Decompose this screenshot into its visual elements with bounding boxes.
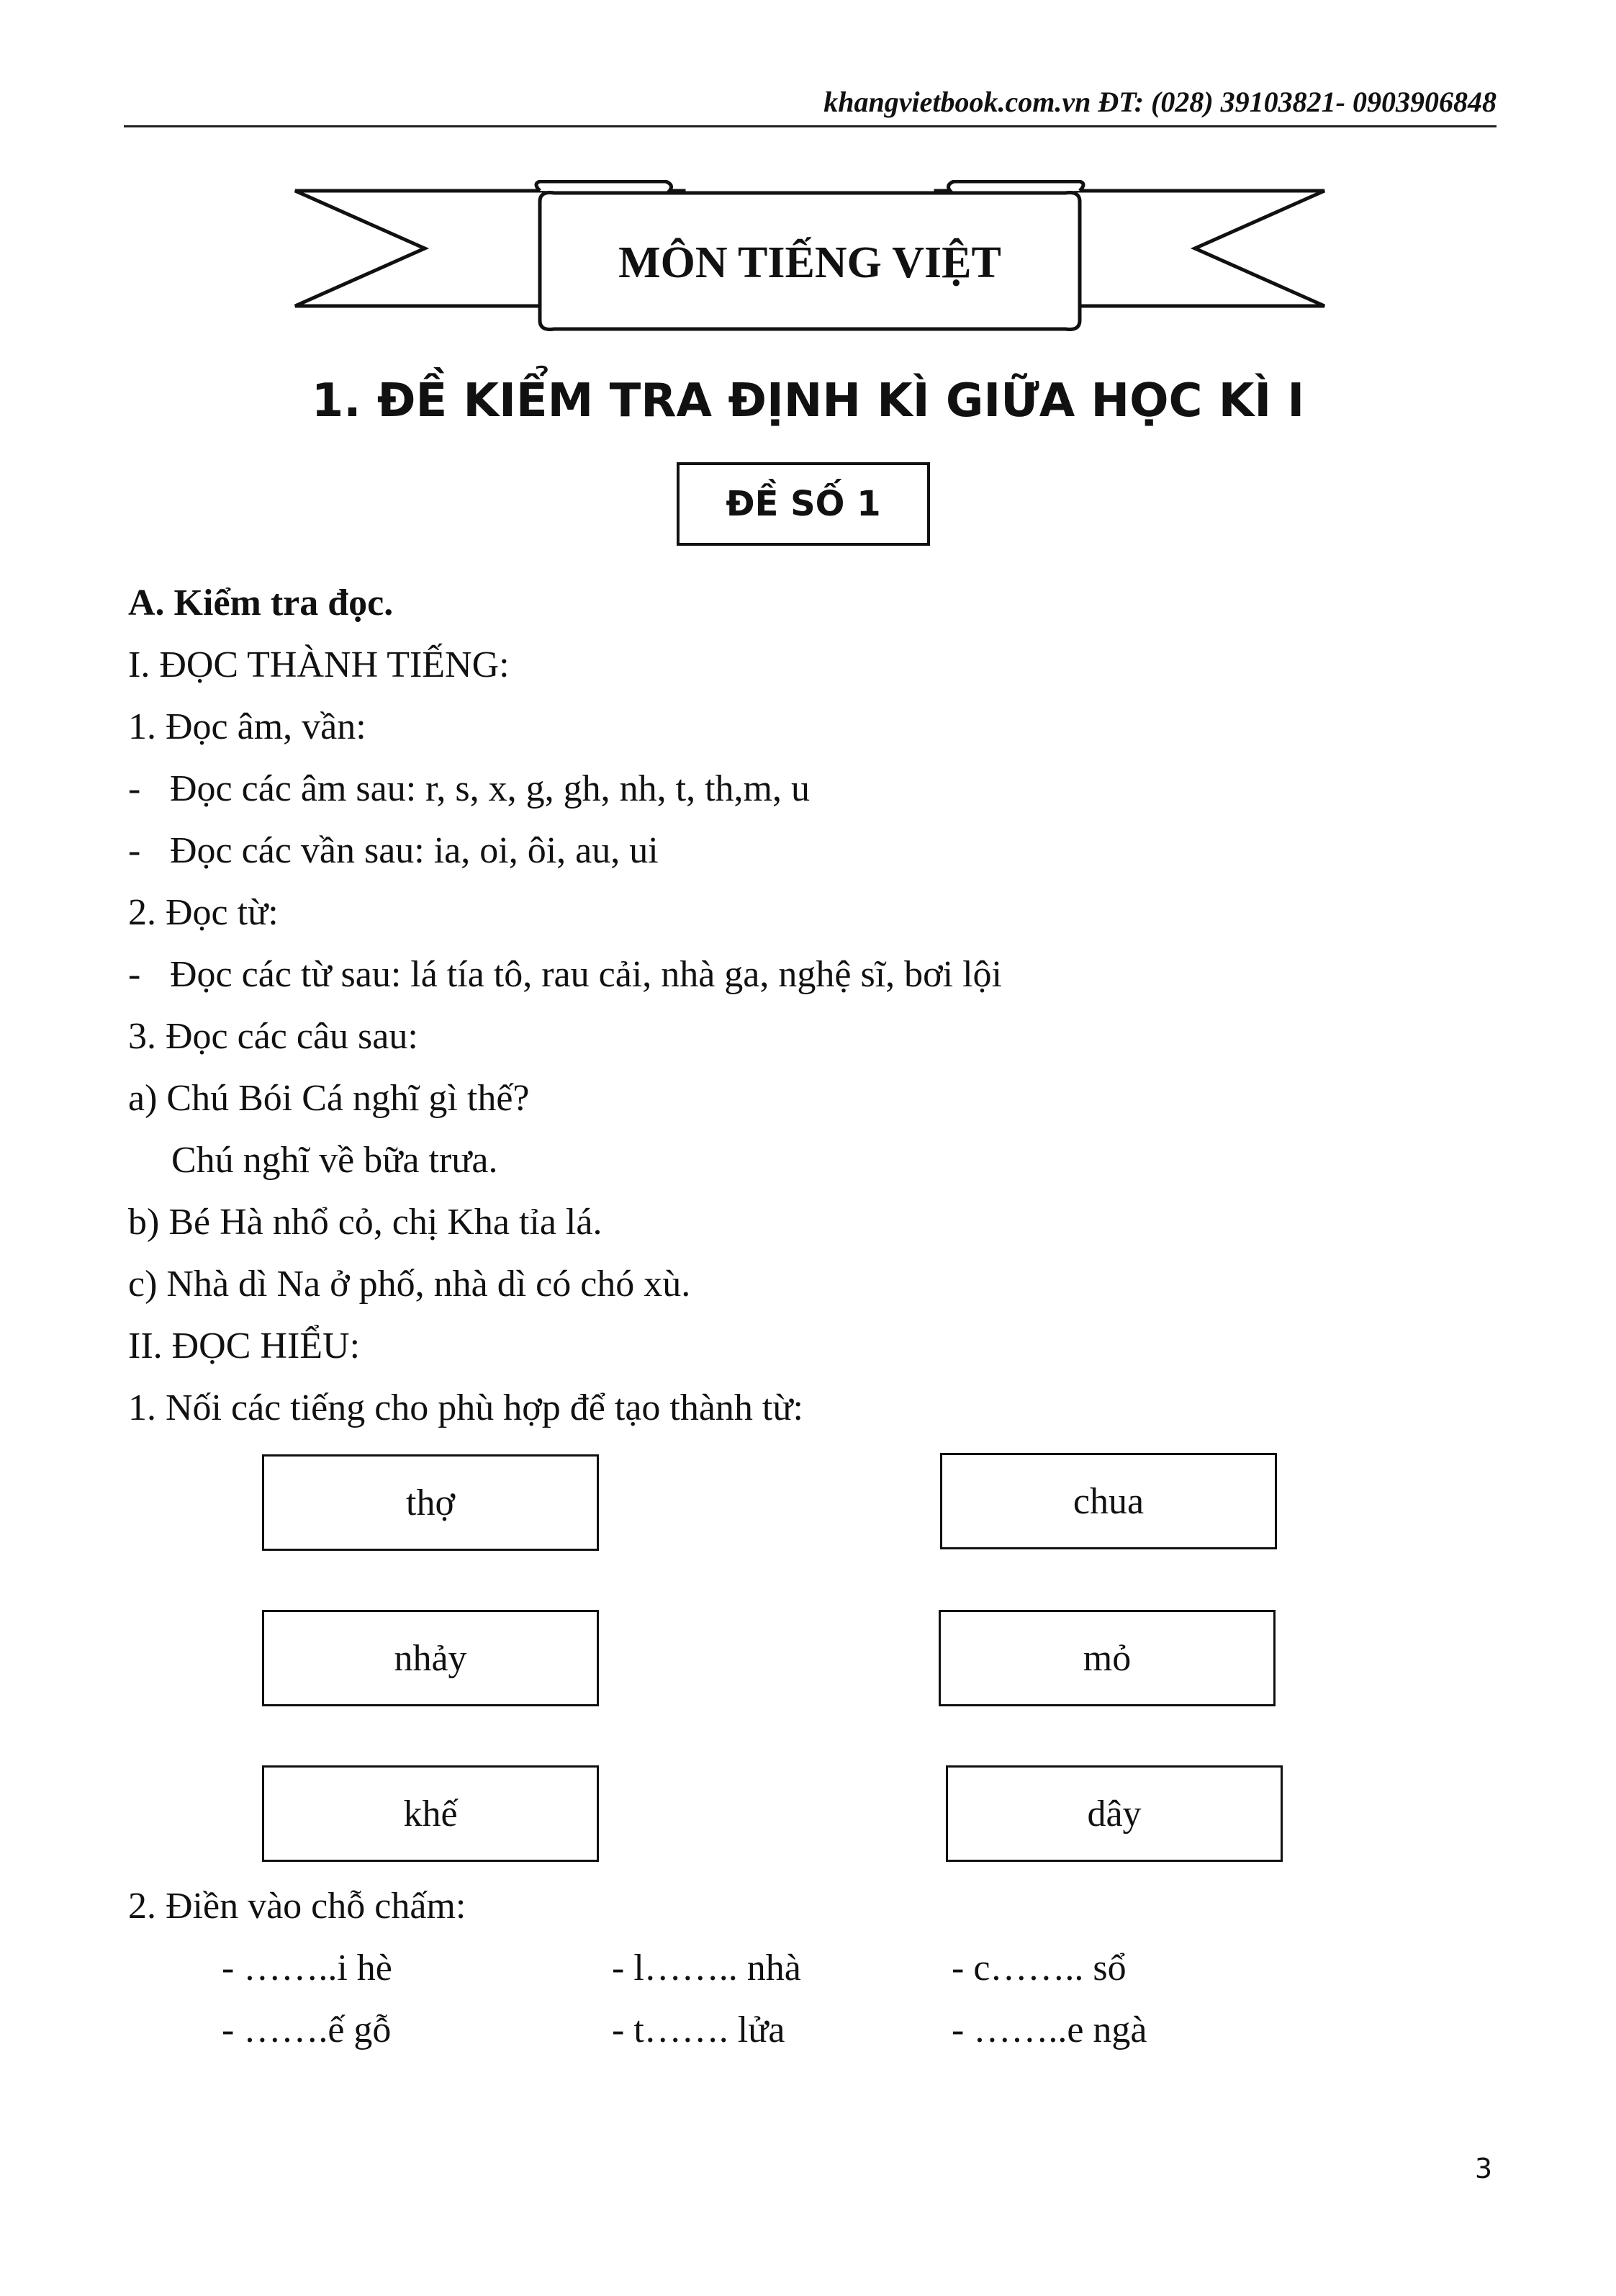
question-2: 2. Đọc từ:	[128, 892, 279, 933]
question-3-item-c: c) Nhà dì Na ở phố, nhà dì có chó xù.	[128, 1264, 691, 1305]
fill-blank-item: - c…….. sổ	[952, 1948, 1127, 1989]
question-2-item-a	[128, 953, 1002, 996]
question-3: 3. Đọc các câu sau:	[128, 1016, 418, 1057]
question-3-item-a: a) Chú Bói Cá nghĩ gì thế?	[128, 1078, 530, 1119]
header-contact: khangvietbook.com.vn ĐT: (028) 39103821- 0903906848	[823, 86, 1497, 118]
bullet-dash: -	[128, 954, 141, 995]
fill-blank-item: - ……..i hè	[222, 1948, 392, 1989]
fill-blank-item: - …….ế gỗ	[222, 2009, 392, 2050]
bullet-dash: -	[128, 768, 141, 809]
question-3-item-b: b) Bé Hà nhổ cỏ, chị Kha tỉa lá.	[128, 1202, 602, 1243]
right-word-box: mỏ	[939, 1610, 1276, 1706]
fill-blank-item: - t……. lửa	[612, 2009, 785, 2050]
question-1-item-b-text: Đọc các vần sau: ia, oi, ôi, au, ui	[170, 830, 659, 871]
question-2-item-a-text: Đọc các từ sau: lá tía tô, rau cải, nhà ga, nghệ sĩ, bơi lội	[170, 954, 1002, 995]
left-word-box: nhảy	[262, 1610, 599, 1706]
fill-blank-item: - ……..e ngà	[952, 2009, 1147, 2050]
question-1-item-b	[128, 829, 659, 872]
right-word-box: dây	[946, 1765, 1283, 1862]
right-word-box: chua	[940, 1453, 1277, 1549]
question-1-item-a	[128, 767, 810, 810]
question-3-item-a-answer: Chú nghĩ về bữa trưa.	[171, 1140, 498, 1181]
section-a-heading: A. Kiểm tra đọc.	[128, 582, 394, 623]
left-word-box: thợ	[262, 1454, 599, 1551]
exam-number-box: ĐỀ SỐ 1	[677, 462, 930, 546]
left-word-box: khế	[262, 1765, 599, 1862]
page-number: 3	[1474, 2153, 1492, 2184]
header-divider	[124, 125, 1497, 127]
question-1: 1. Đọc âm, vần:	[128, 706, 366, 747]
question-1-item-a-text: Đọc các âm sau: r, s, x, g, gh, nh, t, th,m, u	[170, 768, 810, 809]
subject-title: MÔN TIẾNG VIỆT	[618, 238, 1001, 287]
part-1-heading: I. ĐỌC THÀNH TIẾNG:	[128, 644, 510, 685]
part-2-heading: II. ĐỌC HIỂU:	[128, 1325, 361, 1367]
reading-question-2: 2. Điền vào chỗ chấm:	[128, 1886, 466, 1927]
page-title: 1. ĐỀ KIỂM TRA ĐỊNH KÌ GIỮA HỌC KÌ I	[311, 374, 1305, 428]
bullet-dash: -	[128, 830, 141, 871]
reading-question-1: 1. Nối các tiếng cho phù hợp để tạo thành từ:	[128, 1387, 804, 1428]
fill-blank-item: - l…….. nhà	[612, 1948, 801, 1989]
